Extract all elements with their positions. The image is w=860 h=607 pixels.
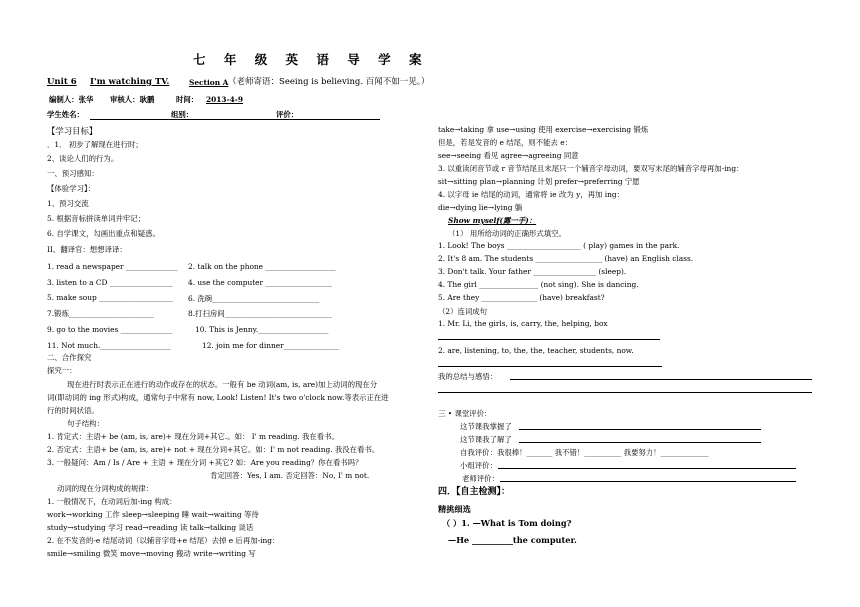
rule-2: 2. 在不发音的-e 结尾动词（以辅音字母+e 结尾）去掉 e 后再加-ing：	[47, 536, 280, 545]
rule-2-examples-cont: take→taking 拿 use→using 使用 exercise→exercising 锻炼	[438, 125, 649, 134]
group-evaluation-line	[498, 468, 796, 469]
step-6: 6. 自学课文，勾画出重点和疑惑。	[47, 229, 160, 238]
editor: 编制人：张华	[49, 95, 94, 104]
rule-3-examples: sit→sitting plan→planning 计划 prefer→preferring 宁愿	[438, 177, 640, 186]
translate-item-8: 8.打扫房间_____________________________	[188, 309, 332, 318]
exercise-1-q3: 3. Don't talk. Your father _________________ (sleep).	[438, 267, 627, 276]
understood-line	[519, 442, 761, 443]
teacher-motto: （老师寄语：Seeing is believing. 百闻不如一见。）	[228, 77, 430, 87]
page-title: 七 年 级 英 语 导 学 案	[193, 52, 429, 67]
test-question-1: （ ）1. —What is Tom doing?	[442, 518, 572, 528]
exercise-2-heading: （2）连词成句	[438, 307, 488, 316]
translate-item-6: 6. 洗碗_____________________________	[188, 294, 320, 303]
rule-2-exception-examples: see→seeing 看见 agree→agreeing 同意	[438, 151, 579, 160]
question-form: 3. 一般疑问：Am / Is / Are + 主语 + 现在分词 +其它? 如：Are you reading？你在看书吗？	[47, 458, 363, 467]
grammar-para-1: 现在进行时表示正在进行的动作或存在的状态。一般有 be 动词(am, is, are)加上动词的现在分	[67, 380, 378, 389]
experience-heading: 【体验学习】：	[47, 184, 96, 193]
affirmative-form: 1. 肯定式：主语+ be (am, is, are)+ 现在分词+其它.。如： I' m reading. 我在看书。	[47, 432, 339, 441]
translate-item-1: 1. read a newspaper ______________	[47, 262, 178, 271]
exercise-1-q4: 4. The girl ________________ (not sing). She is dancing.	[438, 280, 639, 289]
preview-heading: 一、预习感知：	[47, 169, 99, 178]
mastered-label: 这节课我掌握了	[460, 422, 512, 431]
group-evaluation-label: 小组评价：	[460, 461, 497, 470]
teacher-evaluation-line	[500, 481, 796, 482]
exercise-1-q1: 1. Look! The boys ____________________ ( play) games in the park.	[438, 241, 680, 250]
translate-item-2: 2. talk on the phone ___________________	[188, 262, 336, 271]
unit-label: Unit 6	[47, 77, 77, 87]
date: 2013-4-9	[206, 95, 243, 104]
reviewer: 审核人：耿鹏	[110, 95, 155, 104]
grammar-para-2: 词(即动词的 ing 形式)构成，通常句子中常有 now, Look! Listen! It's two o'clock now.等表示正在进	[47, 393, 389, 402]
sentence-structure-heading: 句子结构：	[67, 419, 104, 428]
rule-4: 4. 以字母 ie 结尾的动词，通常将 ie 改为 y，再加 ing：	[438, 190, 625, 199]
class-evaluation-heading: 三 • 课堂评价：	[438, 409, 492, 418]
self-evaluation: 自我评价：我很棒！_______ 我不错！__________ 我要努力！_____________	[460, 448, 709, 457]
evaluation-label: 评价：	[276, 110, 299, 119]
preview-exchange: 1、预习交流	[47, 199, 89, 208]
lesson-title: I'm watching TV.	[90, 77, 170, 87]
participle-rules-heading: 动词的现在分词构成的规律：	[57, 484, 154, 493]
summary-line-2	[438, 392, 812, 393]
negative-form: 2. 否定式：主语+ be (am, is, are)+ not + 现在分词+其它。如：I' m not reading. 我没在看书。	[47, 445, 380, 454]
exercise-2-q1: 1. Mr. Li, the girls, is, carry, the, helping, box	[438, 319, 608, 328]
summary-label: 我的总结与感悟：	[438, 372, 498, 381]
translate-item-9: 9. go to the movies ______________	[47, 325, 173, 334]
objectives-heading: 【学习目标】	[47, 126, 98, 136]
show-myself-heading: Show myself(露一手)：	[448, 216, 537, 225]
exercise-1-heading: （1） 用所给动词的正确形式填空。	[448, 229, 566, 238]
rule-1: 1. 一般情况下，在动词后加-ing 构成：	[47, 497, 177, 506]
section-label: Section A	[189, 78, 229, 87]
self-test-heading: 四．【自主检测】：	[438, 487, 511, 497]
exercise-1-q5: 5. Are they _______________ (have) breakfast?	[438, 293, 605, 302]
translate-item-3: 3. listen to a CD _________________	[47, 278, 173, 287]
group-label: 组别：	[171, 110, 194, 119]
translate-item-7: 7.锻炼_______________________	[47, 309, 154, 318]
answer-line-2	[438, 366, 662, 367]
rule-1-examples-b: study→studying 学习 read→reading 读 talk→talking 谈话	[47, 523, 254, 532]
summary-line-1	[510, 379, 812, 380]
mastered-line	[519, 429, 761, 430]
selection-heading: 精挑细选	[438, 504, 471, 514]
time-label: 时间：	[176, 95, 199, 104]
explore-1-heading: 探究一：	[47, 366, 77, 375]
test-question-1-answer: —He __________the computer.	[448, 535, 577, 545]
grammar-para-3: 行的时间状语。	[47, 406, 99, 415]
translation-heading: II、翻译官：想想译译：	[47, 245, 127, 254]
translate-item-11: 11. Not much.___________________	[47, 341, 171, 350]
student-info-line	[90, 119, 380, 120]
student-name-label: 学生姓名：	[47, 110, 84, 119]
cooperation-heading: 二、合作探究	[47, 353, 92, 362]
answer-line-1	[438, 339, 660, 340]
rule-2-exception: 但是，若是发音的 e 结尾，则不能去 e：	[438, 138, 573, 147]
objective-2: 2、谈论人们的行为。	[47, 154, 119, 163]
exercise-1-q2: 2. It's 8 am. The students __________________ (have) an English class.	[438, 254, 694, 263]
rule-1-examples-a: work→working 工作 sleep→sleeping 睡 wait→waiting 等待	[47, 510, 259, 519]
understood-label: 这节课我了解了	[460, 435, 512, 444]
objective-1: ．1． 初步了解现在进行时；	[47, 140, 143, 149]
rule-2-examples: smile→smiling 微笑 move→moving 搬动 write→writing 写	[47, 549, 256, 558]
teacher-evaluation-label: 老师评价：	[462, 474, 499, 483]
exercise-2-q2: 2. are, listening, to, the, the, teacher, students, now.	[438, 346, 634, 355]
rule-3: 3. 以重读闭音节或 r 音节结尾且末尾只一个辅音字母动词，要双写末尾的辅音字母再加-ing：	[438, 164, 744, 173]
answers: 肯定回答：Yes, I am. 否定回答：No, I' m not.	[210, 471, 370, 480]
translate-item-12: 12. join me for dinner_______________	[202, 341, 340, 350]
translate-item-5: 5. make soup ____________________	[47, 293, 174, 302]
translate-item-4: 4. use the computer __________________	[188, 278, 332, 287]
step-5: 5. 根据音标拼读单词并牢记；	[47, 214, 146, 223]
rule-4-examples: die→dying lie→lying 躺	[438, 203, 523, 212]
translate-item-10: 10. This is Jenny.___________________	[195, 325, 329, 334]
